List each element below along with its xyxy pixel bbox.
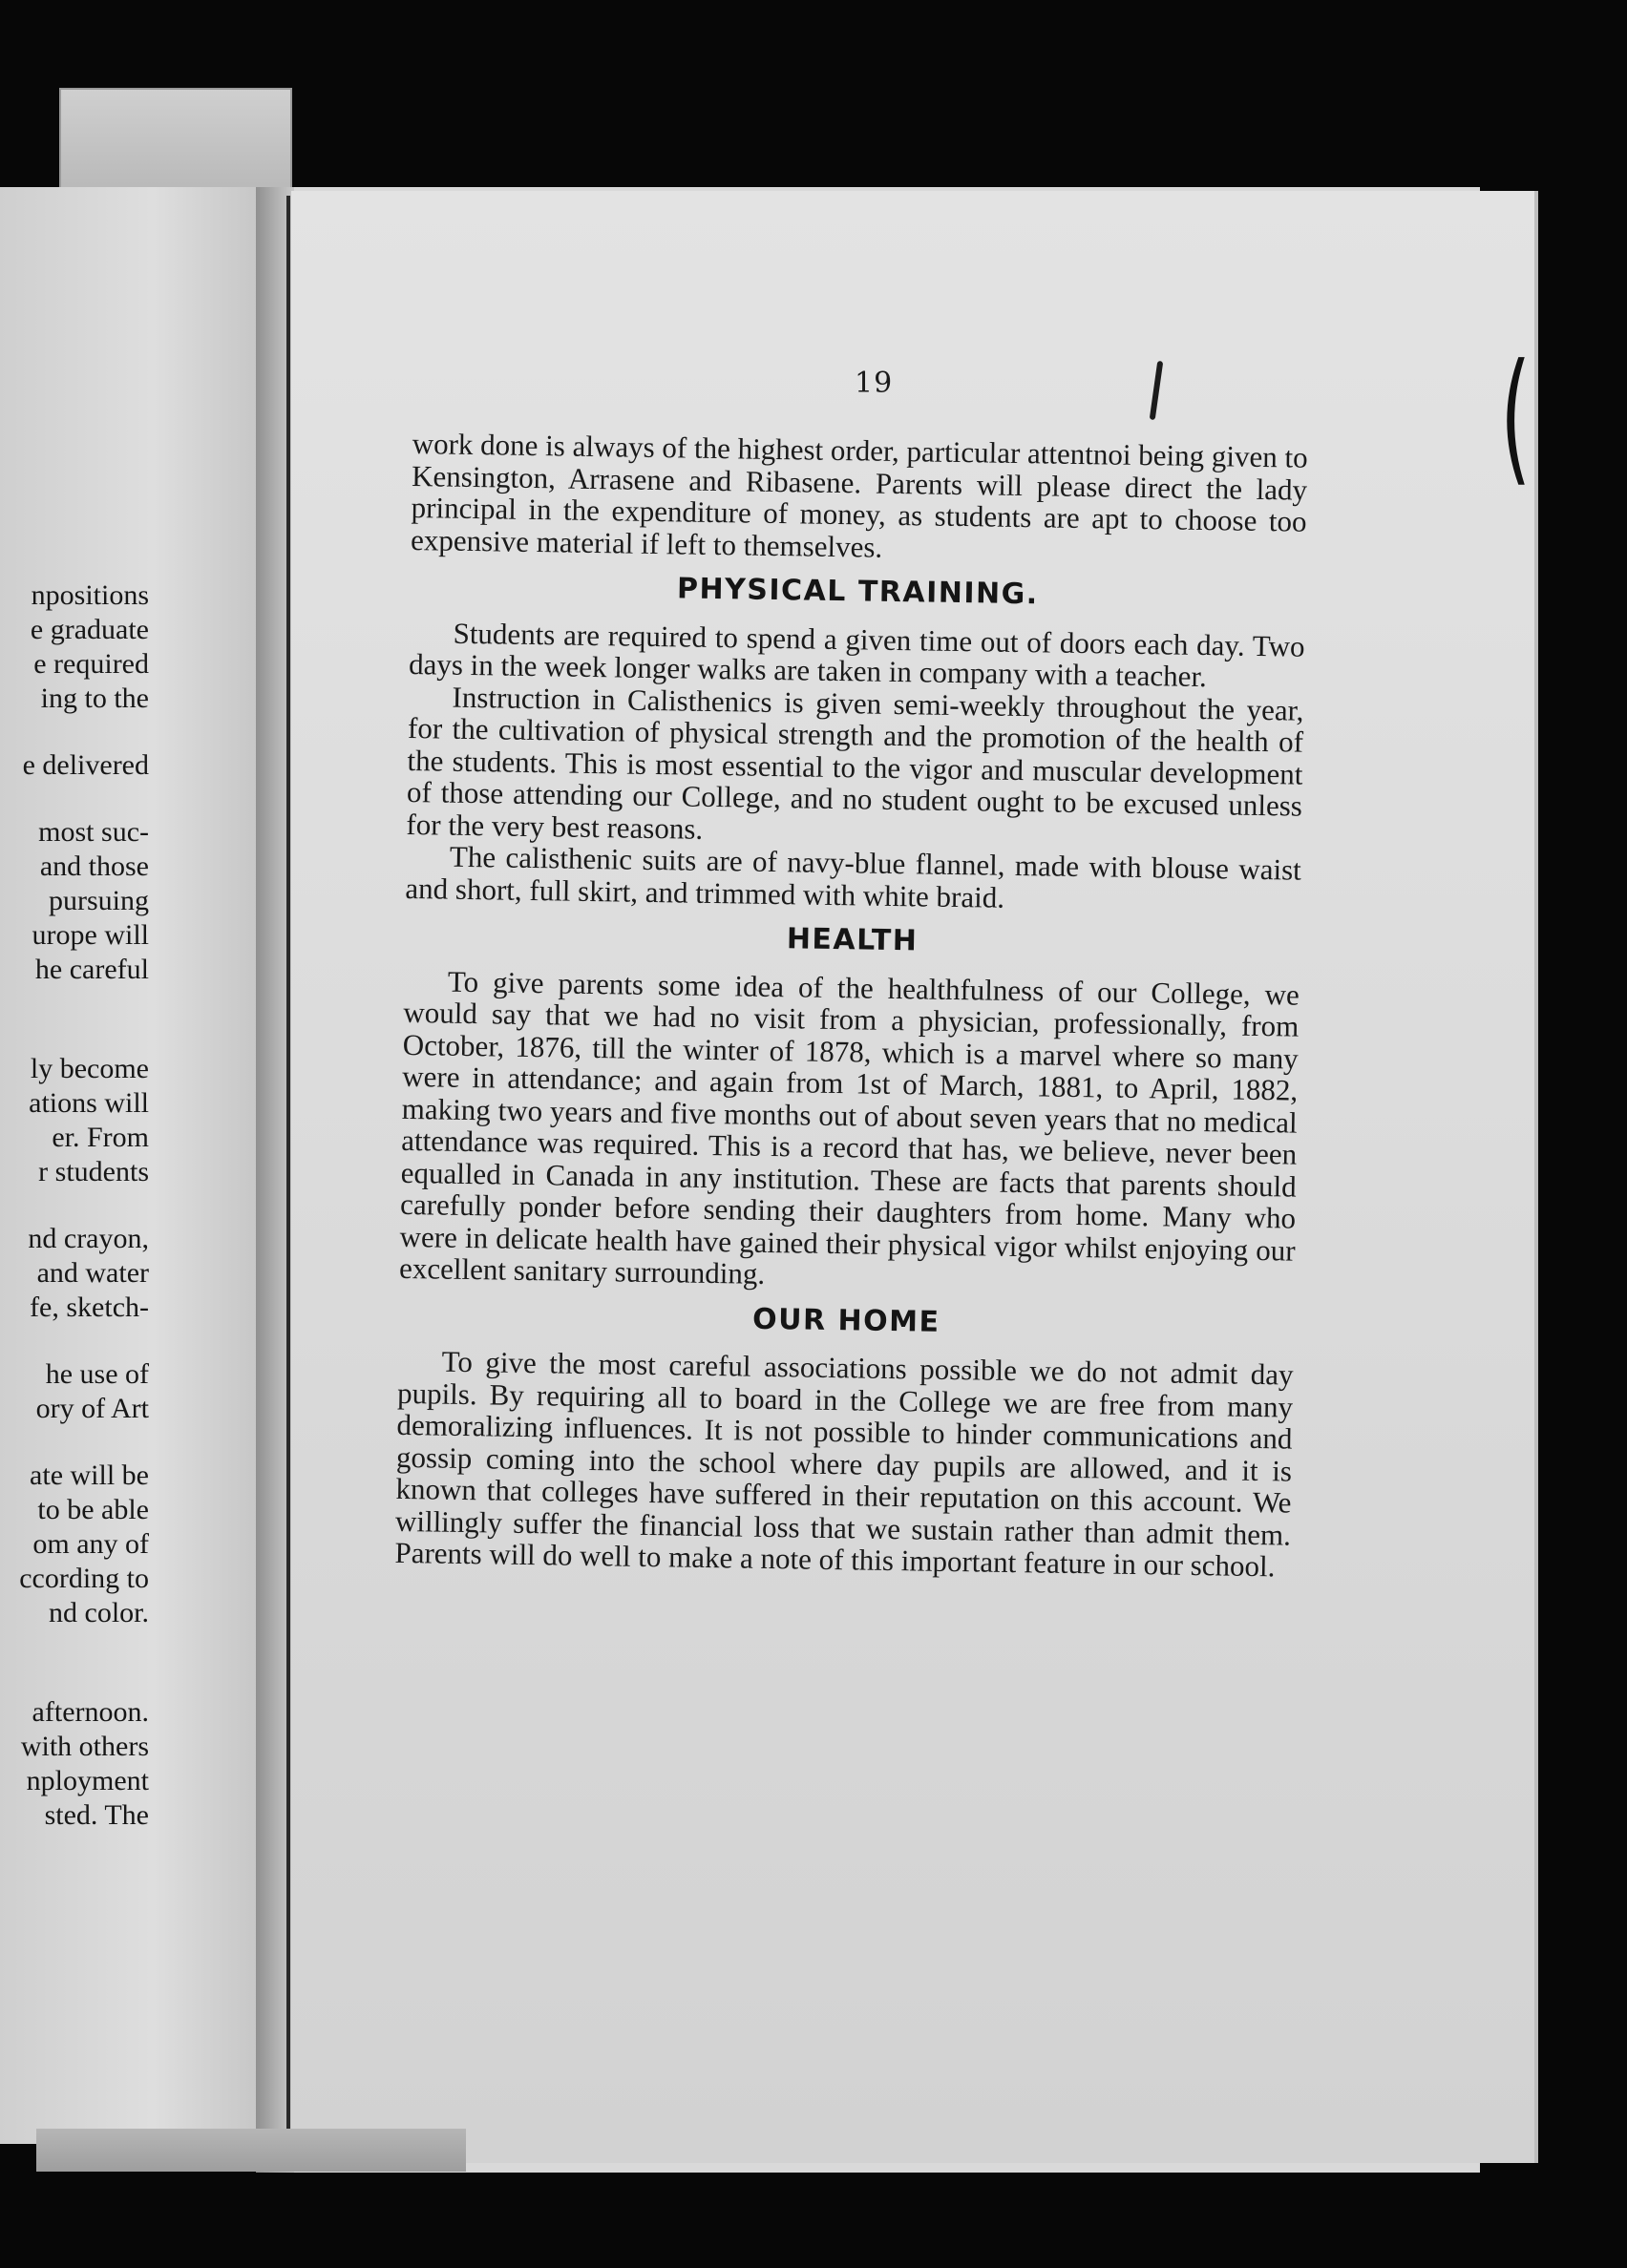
left-page-line bbox=[19, 1630, 149, 1663]
left-page bbox=[0, 187, 279, 2144]
paragraph: Instruction in Calisthenics is given semi-weekly throughout the year, for the cultivation of physical strength and the promotion of the health of the students. This is most essential to the vigor and muscular development of those attending our College, and no student ought to be excused unless for the very best reasons. bbox=[406, 680, 1304, 846]
left-page-line bbox=[19, 1019, 149, 1052]
left-page-line: sted. The bbox=[44, 1799, 149, 1831]
paragraph: To give the most careful associations possible we do not admit day pupils. By requiring all to board in the College we are free from many demoralizing influences. It is not possible to hinder communications and gossip coming into the school where day pupils are allowed, and it is known that colleges have suffered in their reputation on this account. We willingly suffer the financial loss that we sustain rather than admit them. Parents will do well to make a note of this important feature in our school. bbox=[394, 1344, 1294, 1584]
left-page-line: he use of bbox=[45, 1358, 149, 1390]
left-page-line: most suc- bbox=[38, 816, 149, 848]
left-page-line: he careful bbox=[34, 954, 149, 985]
left-page-line bbox=[19, 987, 149, 1019]
left-page-line: r students bbox=[38, 1156, 149, 1187]
left-page-line: with others bbox=[20, 1731, 149, 1762]
left-page-line: afternoon. bbox=[32, 1696, 149, 1728]
binding-tab-bottom bbox=[36, 2129, 466, 2172]
paragraph: Students are required to spend a given time out of doors each day. Two days in the week longer walks are taken in company with a teacher. bbox=[408, 616, 1305, 694]
left-page-line: om any of bbox=[32, 1528, 149, 1560]
paragraph: The calisthenic suits are of navy-blue flannel, made with blouse waist and short, full skirt, and trimmed with white braid. bbox=[405, 839, 1302, 914]
section-heading-our-home: OUR HOME bbox=[751, 1302, 940, 1339]
left-page-line: ory of Art bbox=[35, 1393, 149, 1424]
left-page-line: ccording to bbox=[19, 1563, 149, 1594]
left-page-line bbox=[19, 1426, 149, 1459]
left-page-text bbox=[19, 578, 149, 1833]
left-page-line: ations will bbox=[29, 1087, 149, 1119]
left-page-line: pursuing bbox=[49, 885, 149, 916]
left-page-line: ly become bbox=[30, 1053, 149, 1084]
left-page-line: npositions bbox=[31, 579, 149, 611]
left-page-line: and those bbox=[39, 850, 149, 882]
left-page-line: and water bbox=[36, 1257, 149, 1289]
left-page-line: to be able bbox=[37, 1494, 149, 1525]
intro-paragraph: work done is always of the highest order, particular attentnoi being given to Kensington, Arrasene and Ribasene. Parents will please direct the lady principal in the expenditure of money, as students are apt to choose too expensive material if left to themselves. bbox=[410, 427, 1308, 564]
left-page-line: e graduate bbox=[30, 614, 149, 645]
page-number: 19 bbox=[855, 367, 894, 400]
left-page-line bbox=[19, 783, 149, 815]
page-body bbox=[394, 428, 1308, 1583]
edge-bracket-mark: ( bbox=[1500, 334, 1532, 500]
paragraph: To give parents some idea of the healthfulness of our College, we would say that we had no visit from a physician, professionally, from October, 1876, till the winter of 1878, which is a marvel where so many were in attendance; and again from 1st of March, 1881, to April, 1882, making two years and five months out of about seven years that no medical attendance was required. This is a record that has, we believe, never been equalled in Canada in any institution. These are facts that parents should carefully ponder before sending their daughters from home. Many who were in delicate health have gained their physical vigor whilst enjoying our excellent sanitary surrounding. bbox=[398, 964, 1300, 1291]
spine-line bbox=[286, 196, 290, 2138]
left-page-line bbox=[19, 1325, 149, 1357]
left-page-line: fe, sketch- bbox=[30, 1292, 149, 1323]
left-page-line: ing to the bbox=[40, 682, 149, 714]
left-page-line bbox=[19, 1189, 149, 1222]
left-page-line: ate will be bbox=[30, 1460, 149, 1491]
binding-tab-top bbox=[59, 88, 292, 192]
left-page-line bbox=[19, 1663, 149, 1695]
left-page-line: nployment bbox=[26, 1765, 149, 1796]
left-page-line: e required bbox=[33, 648, 149, 680]
left-page-line: nd color. bbox=[49, 1597, 149, 1628]
left-page-line: e delivered bbox=[22, 749, 149, 781]
section-heading-health: HEALTH bbox=[786, 922, 919, 958]
left-page-line: er. From bbox=[52, 1122, 149, 1153]
left-page-line: nd crayon, bbox=[28, 1223, 149, 1254]
left-page-line bbox=[19, 716, 149, 748]
left-page-line: urope will bbox=[32, 919, 149, 951]
section-heading-physical-training: PHYSICAL TRAINING. bbox=[676, 572, 1039, 612]
